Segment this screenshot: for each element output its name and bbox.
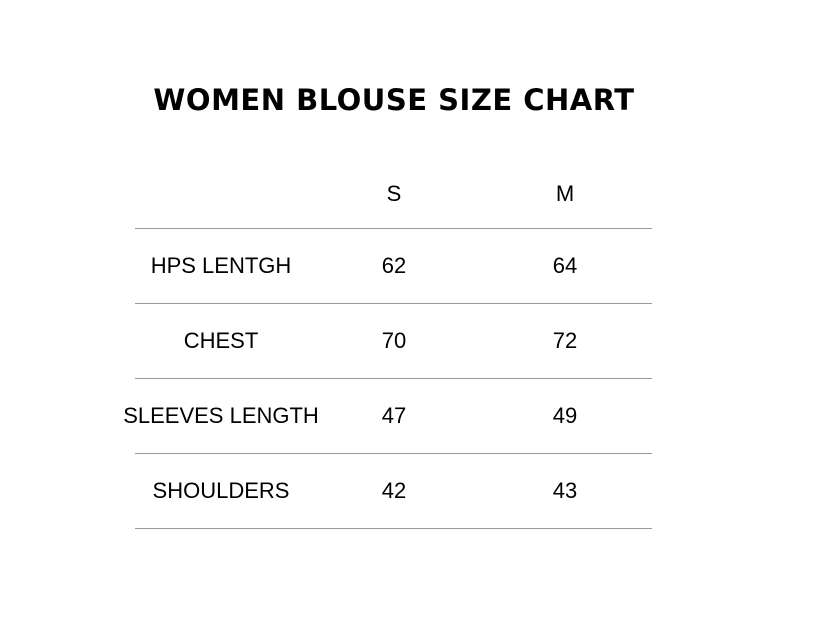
table-row xyxy=(135,304,652,379)
size-table xyxy=(123,156,652,529)
table-header-row xyxy=(135,156,652,229)
value-m: 64 xyxy=(552,253,578,278)
value-m: 49 xyxy=(552,403,578,428)
row-label: SLEEVES LENGTH xyxy=(123,403,319,428)
value-s: 42 xyxy=(381,478,407,503)
row-label: SHOULDERS xyxy=(152,478,290,503)
header-size-s: S xyxy=(386,181,402,206)
header-size-m: M xyxy=(555,181,575,206)
value-m: 72 xyxy=(552,328,578,353)
value-s: 47 xyxy=(381,403,407,428)
value-s: 62 xyxy=(381,253,407,278)
table-row xyxy=(135,229,652,304)
row-label: CHEST xyxy=(183,328,259,353)
value-m: 43 xyxy=(552,478,578,503)
table-row xyxy=(135,454,652,529)
table-row xyxy=(123,379,652,454)
row-label: HPS LENTGH xyxy=(150,253,292,278)
chart-title: WOMEN BLOUSE SIZE CHART xyxy=(153,83,635,117)
header-label-cell xyxy=(135,156,307,228)
value-s: 70 xyxy=(381,328,407,353)
